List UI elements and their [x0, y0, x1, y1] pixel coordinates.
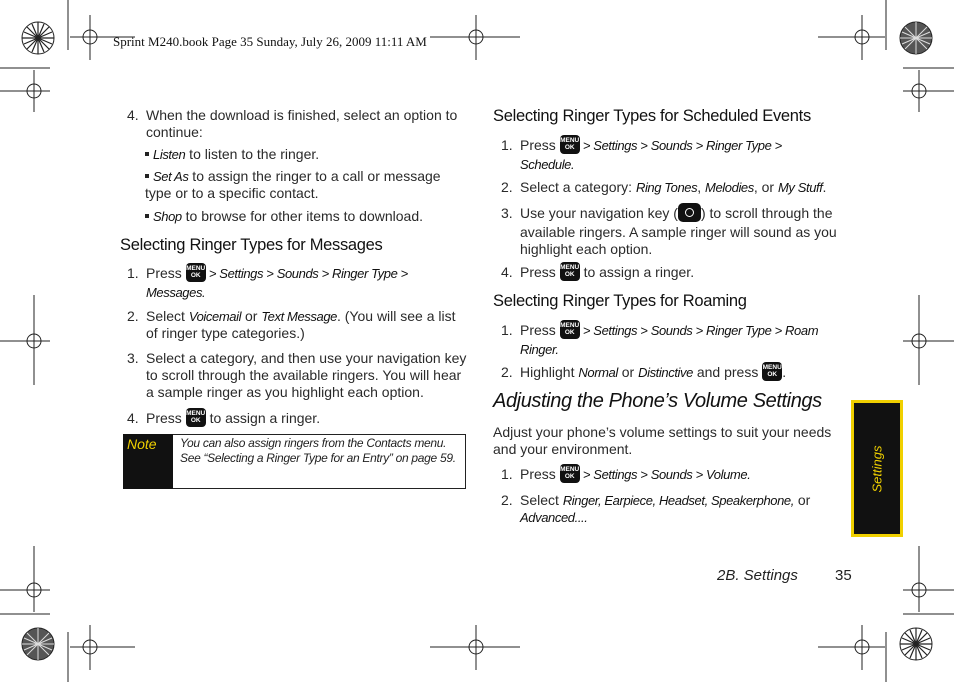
- step-number: 4.: [501, 264, 513, 280]
- bullet-item: [145, 168, 455, 202]
- bullet-icon: [145, 152, 149, 156]
- starburst-top-right: [900, 22, 932, 54]
- step-text: Highlight Normal or Distinctive and press MENU OK .: [520, 364, 787, 381]
- bullet-term: Shop: [153, 209, 182, 224]
- bullet-item: [145, 208, 467, 225]
- step-number: 2.: [501, 364, 513, 380]
- step-number: 2.: [501, 179, 513, 195]
- intro-paragraph: Adjust your phone’s volume settings to suit your needs and your environment.: [493, 424, 832, 457]
- step-number: 2.: [127, 308, 139, 324]
- registration-target-left-middle: [0, 295, 50, 385]
- step-text: Press MENU OK > Settings > Sounds > Volume.: [520, 466, 751, 483]
- navigation-key-icon: [678, 203, 701, 222]
- bullet-icon: [145, 174, 149, 178]
- menu-ok-key-icon: MENU OK: [560, 320, 580, 339]
- bullet-icon: [145, 214, 149, 218]
- registration-target-bottom-center: [430, 625, 520, 670]
- step-number: 4.: [127, 107, 139, 123]
- registration-target-right-lower: [903, 546, 954, 612]
- step-number: 1.: [501, 466, 513, 482]
- bullet-item: [145, 146, 467, 163]
- page-heading: Adjusting the Phone’s Volume Settings: [493, 390, 822, 412]
- menu-path: > Settings > Sounds > Volume.: [579, 467, 751, 483]
- step-number: 2.: [501, 492, 513, 508]
- menu-path: > Settings > Sounds > Ringer Type > Schedule.: [520, 138, 782, 172]
- registration-target-bottom-left: [70, 625, 135, 670]
- section-heading: Selecting Ringer Types for Roaming: [493, 292, 747, 310]
- step-text: [146, 265, 436, 301]
- step-text: Press MENU OK > Settings > Sounds > Ringer Type > Schedule.: [520, 137, 782, 172]
- step-number: 1.: [501, 322, 513, 338]
- step-text: Use your navigation key ( ) to scroll through the available ringers. A sample ringer will sound as you highlight each option.: [520, 205, 850, 258]
- step-text-part: Press: [146, 265, 186, 282]
- bullet-text: to assign the ringer to a call or message type or to a specific contact.: [145, 168, 441, 201]
- registration-target-right-upper: [903, 70, 954, 112]
- step-number: 3.: [501, 205, 513, 221]
- bullet-text: to listen to the ringer.: [185, 146, 320, 162]
- step-number: 4.: [127, 410, 139, 426]
- step-number: 1.: [127, 265, 139, 281]
- step-text: Select a category: Ring Tones, Melodies, or My Stuff.: [520, 179, 827, 195]
- section-heading: Selecting Ringer Types for Scheduled Events: [493, 107, 811, 125]
- note-label: Note: [123, 434, 173, 489]
- starburst-top-left: [22, 22, 54, 54]
- step-text: Press MENU OK > Settings > Sounds > Ringer Type > Roam Ringer.: [520, 322, 819, 357]
- menu-ok-key-icon: MENU OK: [560, 262, 580, 281]
- starburst-bottom-right: [900, 628, 932, 660]
- menu-ok-key-icon: MENU OK: [762, 362, 782, 381]
- menu-path: > Settings > Sounds > Ringer Type > Messages.: [146, 266, 408, 300]
- step-text: Select a category, and then use your navigation key to scroll through the available ringers. You will hear a sample ringer as you highlight each option.: [146, 350, 467, 400]
- bullet-term: Listen: [153, 147, 186, 162]
- menu-ok-key-icon: MENU OK: [186, 408, 206, 427]
- menu-ok-key-icon: MENU OK: [186, 263, 206, 282]
- registration-target-top-center: [430, 15, 520, 60]
- menu-ok-key-icon: MENU OK: [560, 135, 580, 154]
- registration-target-bottom-right: [818, 625, 885, 670]
- menu-ok-key-icon: MENU OK: [560, 464, 580, 483]
- footer-section: 2B. Settings: [717, 567, 798, 584]
- registration-target-top-right: [818, 15, 885, 60]
- registration-target-left-lower: [0, 546, 50, 612]
- starburst-bottom-left: [22, 628, 54, 660]
- section-tab-label: Settings: [869, 445, 885, 492]
- step-text: When the download is finished, select an option to continue:: [146, 107, 458, 140]
- print-header: Sprint M240.book Page 35 Sunday, July 26, 2009 11:11 AM: [113, 34, 427, 49]
- section-tab: [851, 400, 903, 537]
- menu-path: > Settings > Sounds > Ringer Type > Roam Ringer.: [520, 323, 819, 357]
- bullet-text: to browse for other items to download.: [181, 208, 423, 224]
- registration-target-left-upper: [0, 70, 50, 112]
- step-text: Press MENU OK to assign a ringer.: [520, 264, 695, 281]
- step-text: Select Voicemail or Text Message. (You will see a list of ringer type categories.): [146, 308, 456, 341]
- section-heading: Selecting Ringer Types for Messages: [120, 236, 383, 254]
- registration-target-right-middle: [903, 295, 954, 385]
- step-number: 3.: [127, 350, 139, 366]
- step-text: Press MENU OK to assign a ringer.: [146, 410, 321, 427]
- bullet-term: Set As: [153, 169, 189, 184]
- step-number: 1.: [501, 137, 513, 153]
- note-text: You can also assign ringers from the Contacts menu. See “Selecting a Ringer Type for an Entry” on page 59.: [180, 436, 456, 465]
- page-number: 35: [835, 567, 852, 584]
- step-text: Select Ringer, Earpiece, Headset, Speakerphone, or Advanced....: [520, 492, 811, 525]
